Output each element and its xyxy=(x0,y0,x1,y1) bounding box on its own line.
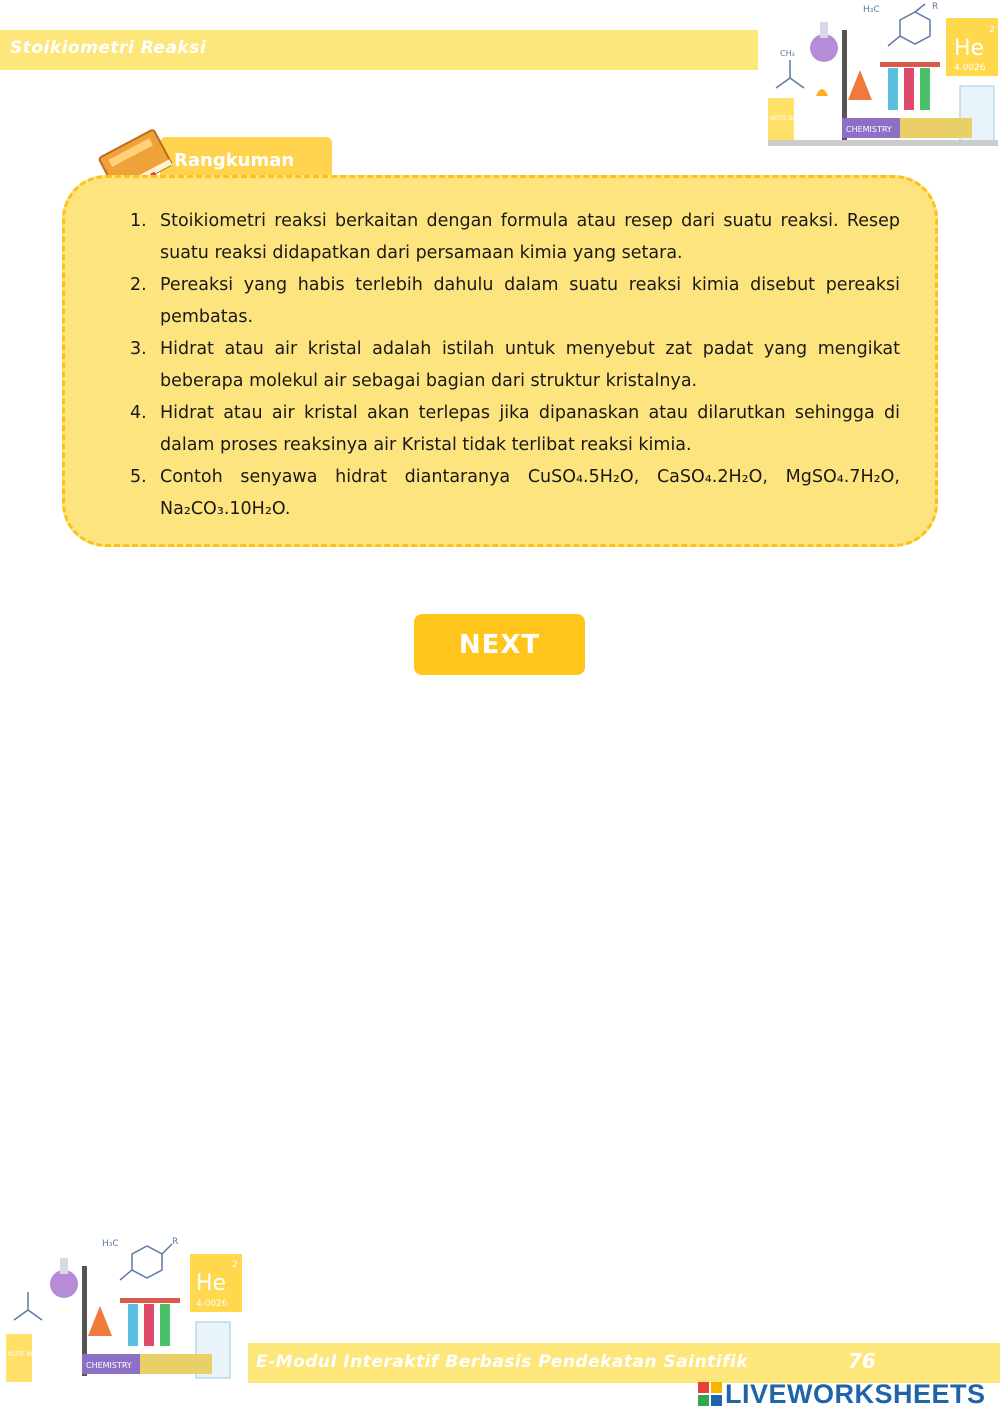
list-item xyxy=(130,269,900,333)
liveworksheets-mark-icon xyxy=(698,1382,722,1406)
footer-bar xyxy=(248,1343,1000,1383)
svg-text:R: R xyxy=(172,1237,179,1247)
list-item xyxy=(130,205,900,269)
chemistry-book-label: CHEMISTRY xyxy=(86,1361,132,1370)
list-item-number: 4. xyxy=(130,403,147,423)
list-item-number: 5. xyxy=(130,467,147,487)
list-item xyxy=(130,397,900,461)
svg-text:H₃C: H₃C xyxy=(863,5,880,15)
summary-list xyxy=(130,205,900,525)
svg-text:H₃C: H₃C xyxy=(102,1239,119,1249)
list-item xyxy=(130,461,900,525)
list-item-number: 2. xyxy=(130,275,147,295)
list-item-text: Hidrat atau air kristal adalah istilah untuk menyebut zat padat yang mengikat beberapa molekul air sebagai bagian dari struktur kristalnya. xyxy=(160,339,900,391)
liveworksheets-text: LIVEWORKSHEETS xyxy=(725,1378,986,1409)
atomic-number: 2 xyxy=(989,25,995,35)
svg-text:CH₃: CH₃ xyxy=(780,49,795,58)
page-number: 76 xyxy=(848,1349,876,1373)
header-bar xyxy=(0,30,758,70)
list-item-number: 3. xyxy=(130,339,147,359)
list-item-text: Hidrat atau air kristal akan terlepas jika dipanaskan atau dilarutkan sehingga di dalam proses reaksinya air Kristal tidak terlibat reaksi kimia. xyxy=(160,403,900,455)
lab-illustration-bottom-icon xyxy=(0,1232,250,1387)
liveworksheets-logo xyxy=(698,1378,986,1410)
chapter-title: Stoikiometri Reaksi xyxy=(10,38,207,58)
list-item xyxy=(130,333,900,397)
list-item-text: Contoh senyawa hidrat diantaranya CuSO₄.5H₂O, CaSO₄.2H₂O, MgSO₄.7H₂O, Na₂CO₃.10H₂O. xyxy=(160,467,900,519)
chemistry-book-label: CHEMISTRY xyxy=(846,125,892,134)
svg-text:R: R xyxy=(932,2,939,12)
notebook-label: NOTE BOOK xyxy=(770,115,806,122)
atomic-number: 2 xyxy=(232,1260,238,1270)
lab-illustration-icon xyxy=(760,0,1000,150)
atomic-mass: 4.0026 xyxy=(954,63,986,73)
notebook-label: NOTE BOOK xyxy=(8,1351,44,1358)
atomic-mass: 4.0026 xyxy=(196,1299,228,1309)
next-button[interactable]: NEXT xyxy=(414,614,585,675)
summary-tab-label: Rangkuman xyxy=(174,150,295,171)
list-item-number: 1. xyxy=(130,211,147,231)
footer-module-title: E-Modul Interaktif Berbasis Pendekatan Saintifik xyxy=(256,1352,749,1372)
list-item-text: Stoikiometri reaksi berkaitan dengan formula atau resep dari suatu reaksi. Resep suatu reaksi didapatkan dari persamaan kimia yang setara. xyxy=(160,211,900,263)
element-symbol: He xyxy=(954,36,985,61)
element-symbol: He xyxy=(196,1271,227,1296)
list-item-text: Pereaksi yang habis terlebih dahulu dalam suatu reaksi kimia disebut pereaksi pembatas. xyxy=(160,275,900,327)
